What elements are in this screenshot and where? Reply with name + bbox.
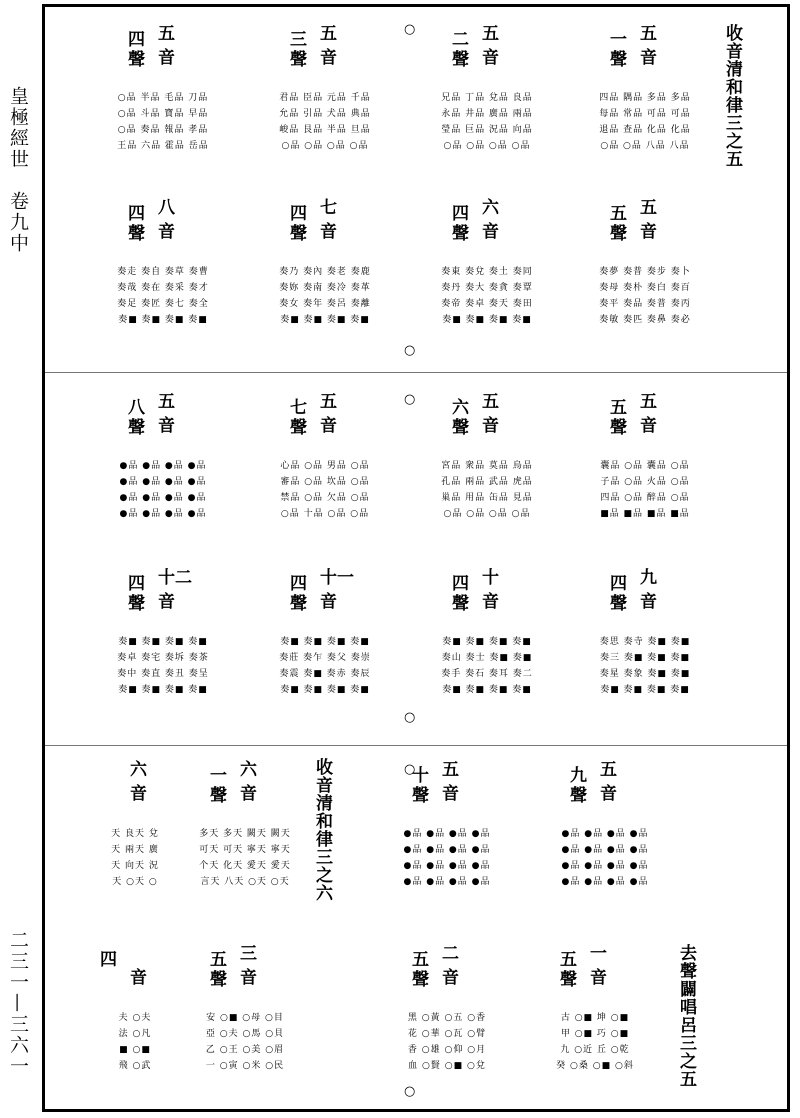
header-char: 音 bbox=[600, 784, 617, 804]
entry-row: 永品 井品 廣品 兩品 bbox=[441, 109, 533, 119]
header-char: 六 bbox=[240, 760, 257, 780]
entry-row: 峻品 艮品 半品 旦品 bbox=[279, 125, 371, 135]
entry-row: 九 ○近 丘 ○乾 bbox=[560, 1045, 630, 1055]
header-char: 聲 bbox=[452, 418, 469, 438]
section-title: 收音清和律三之六 bbox=[312, 758, 332, 902]
header-char: 聲 bbox=[610, 418, 627, 438]
entry-row: 奏莊 奏乍 奏父 奏崇 bbox=[279, 653, 371, 663]
block-header bbox=[412, 392, 562, 444]
entry-row: 奏■ 奏■ 奏■ 奏■ bbox=[118, 315, 208, 325]
rhyme-block bbox=[372, 760, 522, 890]
header-char: 三 bbox=[240, 944, 257, 964]
entry-row: 每品 常品 可品 可品 bbox=[599, 109, 691, 119]
header-char: 聲 bbox=[210, 786, 227, 806]
rhyme-block bbox=[570, 568, 720, 698]
rhyme-block bbox=[250, 392, 400, 522]
entry-row: 宮品 衆品 莫品 烏品 bbox=[441, 461, 533, 471]
entry-row: 四品 隅品 多品 多品 bbox=[599, 93, 691, 103]
header-char: 五 bbox=[640, 392, 657, 412]
entry-row: ●品 ●品 ●品 ●品 bbox=[403, 829, 491, 839]
block-header bbox=[570, 24, 720, 76]
header-char: 四 bbox=[128, 30, 145, 50]
block-header bbox=[88, 24, 238, 76]
entry-row: 奏夢 奏普 奏步 奏卜 bbox=[599, 267, 691, 277]
entry-row: 奏■ 奏■ 奏■ 奏■ bbox=[118, 637, 208, 647]
entry-grid bbox=[250, 634, 400, 698]
entry-row: 夫 ○夫 bbox=[118, 1013, 152, 1023]
header-char: 聲 bbox=[210, 970, 227, 990]
entry-row: 多天 多天 闕天 闕天 bbox=[199, 829, 291, 839]
entry-grid bbox=[412, 90, 562, 154]
header-char: 九 bbox=[570, 766, 587, 786]
header-char: 四 bbox=[290, 574, 307, 594]
entry-grid bbox=[570, 264, 720, 328]
entry-row: ●品 ●品 ●品 ●品 bbox=[119, 493, 207, 503]
header-char: 音 bbox=[158, 222, 175, 242]
rhyme-block bbox=[60, 760, 210, 890]
header-char: 七 bbox=[290, 398, 307, 418]
header-char: 八 bbox=[128, 398, 145, 418]
entry-row: 巢品 用品 缶品 見品 bbox=[441, 493, 533, 503]
entry-row: 奏乃 奏內 奏老 奏鹿 bbox=[279, 267, 371, 277]
entry-row: 奏丹 奏大 奏貪 奏覃 bbox=[441, 283, 533, 293]
entry-row: 奏震 奏■ 奏赤 奏辰 bbox=[279, 669, 371, 679]
entry-grid bbox=[412, 634, 562, 698]
header-char: 聲 bbox=[290, 418, 307, 438]
header-char: 音 bbox=[240, 784, 257, 804]
header-char: 十 bbox=[412, 766, 429, 786]
header-char: 聲 bbox=[290, 224, 307, 244]
entry-row: ○品 ○品 ○品 ○品 bbox=[281, 141, 369, 151]
header-char: 五 bbox=[158, 392, 175, 412]
header-char: 四 bbox=[610, 574, 627, 594]
header-char: 五 bbox=[640, 24, 657, 44]
block-header bbox=[372, 944, 522, 996]
entry-grid bbox=[88, 264, 238, 328]
entry-row: 囊品 ○品 囊品 ○品 bbox=[600, 461, 690, 471]
header-char: 聲 bbox=[452, 224, 469, 244]
entry-row: 孔品 兩品 武品 虎品 bbox=[441, 477, 533, 487]
block-header bbox=[520, 944, 670, 996]
header-char: 七 bbox=[320, 198, 337, 218]
rhyme-block bbox=[412, 392, 562, 522]
header-char: 五 bbox=[210, 950, 227, 970]
entry-row: 允品 引品 犬品 典品 bbox=[279, 109, 371, 119]
side-title: 皇極經世 卷九中 bbox=[7, 86, 29, 254]
header-char: 音 bbox=[590, 968, 607, 988]
entry-row: ○品 ○品 八品 八品 bbox=[600, 141, 690, 151]
entry-row: 兄品 丁品 兌品 良品 bbox=[441, 93, 533, 103]
entry-row: ■ ○■ bbox=[119, 1045, 151, 1055]
header-char: 音 bbox=[320, 592, 337, 612]
entry-grid bbox=[372, 1010, 522, 1074]
block-header bbox=[570, 392, 720, 444]
block-header bbox=[412, 568, 562, 620]
header-char: 五 bbox=[600, 760, 617, 780]
block-header bbox=[250, 392, 400, 444]
rhyme-block bbox=[412, 24, 562, 154]
entry-row: 飛 ○武 bbox=[118, 1061, 152, 1071]
entry-row: 一 ○寅 ○米 ○民 bbox=[205, 1061, 285, 1071]
circle-mark: ○ bbox=[404, 710, 416, 725]
entry-row: 奏母 奏朴 奏白 奏百 bbox=[599, 283, 691, 293]
entry-row: 奏思 奏寺 奏■ 奏■ bbox=[599, 637, 691, 647]
entry-row: 香 ○雄 ○仰 ○月 bbox=[407, 1045, 487, 1055]
entry-grid bbox=[570, 634, 720, 698]
header-char: 聲 bbox=[290, 594, 307, 614]
header-char: 聲 bbox=[412, 970, 429, 990]
header-char: 聲 bbox=[560, 970, 577, 990]
block-header bbox=[250, 198, 400, 250]
header-char: 十二 bbox=[158, 568, 192, 588]
header-char: 音 bbox=[482, 222, 499, 242]
header-char: 三 bbox=[290, 30, 307, 50]
rhyme-block bbox=[520, 944, 670, 1074]
entry-row: 言天 八天 ○天 ○天 bbox=[200, 877, 290, 887]
circle-mark: ○ bbox=[404, 1084, 416, 1099]
header-char: 五 bbox=[158, 24, 175, 44]
entry-grid bbox=[570, 458, 720, 522]
entry-row: 王品 六品 霍品 岳品 bbox=[117, 141, 209, 151]
entry-row: 心品 ○品 男品 ○品 bbox=[280, 461, 370, 471]
header-char: 聲 bbox=[610, 594, 627, 614]
entry-row: 子品 ○品 火品 ○品 bbox=[600, 477, 690, 487]
entry-grid bbox=[530, 826, 680, 890]
block-header bbox=[88, 198, 238, 250]
entry-row: 奏■ 奏■ 奏■ 奏■ bbox=[442, 637, 532, 647]
header-char: 一 bbox=[610, 30, 627, 50]
block-header bbox=[372, 760, 522, 812]
header-char: 聲 bbox=[452, 50, 469, 70]
block-header bbox=[60, 760, 210, 812]
entry-row: ○品 ○品 ○品 ○品 bbox=[443, 141, 531, 151]
header-char: 五 bbox=[482, 24, 499, 44]
block-header bbox=[250, 24, 400, 76]
entry-row: ●品 ●品 ●品 ●品 bbox=[561, 845, 649, 855]
circle-mark: ○ bbox=[404, 762, 416, 777]
header-char: 聲 bbox=[610, 50, 627, 70]
header-char: 四 bbox=[128, 574, 145, 594]
entry-grid bbox=[520, 1010, 670, 1074]
entry-row: 審品 ○品 坎品 ○品 bbox=[280, 477, 370, 487]
header-char: 五 bbox=[412, 950, 429, 970]
header-char: 九 bbox=[640, 568, 657, 588]
entry-row: ●品 ●品 ●品 ●品 bbox=[119, 509, 207, 519]
entry-row: ○品 斗品 寶品 早品 bbox=[117, 109, 209, 119]
header-char: 音 bbox=[158, 416, 175, 436]
header-char: 二 bbox=[442, 944, 459, 964]
entry-row: ●品 ●品 ●品 ●品 bbox=[561, 829, 649, 839]
entry-row: 奏卓 奏宅 奏坼 奏茶 bbox=[117, 653, 209, 663]
rhyme-block bbox=[570, 198, 720, 328]
header-char: 音 bbox=[640, 222, 657, 242]
entry-row: 个天 化天 愛天 愛天 bbox=[199, 861, 291, 871]
entry-row: ●品 ●品 ●品 ●品 bbox=[403, 877, 491, 887]
block-header bbox=[530, 760, 680, 812]
rhyme-block bbox=[412, 198, 562, 328]
header-char: 五 bbox=[482, 392, 499, 412]
header-char: 五 bbox=[320, 24, 337, 44]
rhyme-block bbox=[372, 944, 522, 1074]
entry-row: 天 向天 況 bbox=[111, 861, 159, 871]
entry-row: 花 ○華 ○瓦 ○臂 bbox=[407, 1029, 487, 1039]
header-char: 音 bbox=[640, 416, 657, 436]
header-char: 聲 bbox=[570, 786, 587, 806]
rhyme-block bbox=[412, 568, 562, 698]
entry-row: 癸 ○桑 ○■ ○斜 bbox=[556, 1061, 634, 1071]
header-char: 聲 bbox=[128, 224, 145, 244]
header-char: 音 bbox=[320, 48, 337, 68]
header-char: 四 bbox=[452, 204, 469, 224]
header-char: 聲 bbox=[452, 594, 469, 614]
header-char: 聲 bbox=[290, 50, 307, 70]
entry-row: 奏妳 奏南 奏冷 奏革 bbox=[279, 283, 371, 293]
block-header bbox=[412, 198, 562, 250]
entry-grid bbox=[60, 1010, 210, 1074]
entry-row: ●品 ●品 ●品 ●品 bbox=[403, 861, 491, 871]
header-char: 音 bbox=[442, 968, 459, 988]
header-char: 六 bbox=[130, 760, 147, 780]
entry-row: 奏三 奏■ 奏■ 奏■ bbox=[599, 653, 691, 663]
entry-grid bbox=[88, 634, 238, 698]
entry-row: 奏走 奏自 奏草 奏曹 bbox=[117, 267, 209, 277]
header-char: 音 bbox=[482, 48, 499, 68]
header-char: 一 bbox=[210, 766, 227, 786]
entry-row: 天 兩天 廣 bbox=[111, 845, 159, 855]
entry-grid bbox=[412, 264, 562, 328]
header-char: 二 bbox=[452, 30, 469, 50]
rhyme-block bbox=[88, 24, 238, 154]
entry-row: 奏平 奏品 奏普 奏丙 bbox=[599, 299, 691, 309]
header-char: 四 bbox=[452, 574, 469, 594]
entry-grid bbox=[88, 90, 238, 154]
block-header bbox=[60, 944, 210, 996]
entry-grid bbox=[372, 826, 522, 890]
entry-row: 退品 查品 化品 化品 bbox=[599, 125, 691, 135]
block-header bbox=[570, 198, 720, 250]
section-title: 去聲闢唱呂三之五 bbox=[676, 944, 696, 1088]
circle-mark: ○ bbox=[404, 343, 416, 358]
entry-grid bbox=[250, 458, 400, 522]
entry-row: 奏東 奏兌 奏土 奏同 bbox=[441, 267, 533, 277]
entry-row: ■品 ■品 ■品 ■品 bbox=[600, 509, 690, 519]
header-char: 音 bbox=[640, 48, 657, 68]
rhyme-block bbox=[570, 24, 720, 154]
entry-row: ●品 ●品 ●品 ●品 bbox=[403, 845, 491, 855]
rhyme-block bbox=[250, 24, 400, 154]
block-header bbox=[250, 568, 400, 620]
header-char: 音 bbox=[320, 222, 337, 242]
header-char: 六 bbox=[482, 198, 499, 218]
entry-row: ●品 ●品 ●品 ●品 bbox=[119, 461, 207, 471]
header-char: 音 bbox=[130, 784, 147, 804]
rhyme-block bbox=[88, 392, 238, 522]
entry-row: 乙 ○王 ○美 ○眉 bbox=[205, 1045, 285, 1055]
entry-row: 奏■ 奏■ 奏■ 奏■ bbox=[600, 685, 690, 695]
header-char: 十一 bbox=[320, 568, 354, 588]
entry-grid bbox=[570, 90, 720, 154]
entry-row: 血 ○賢 ○■ ○兌 bbox=[408, 1061, 486, 1071]
header-char: 音 bbox=[158, 592, 175, 612]
block-header bbox=[88, 392, 238, 444]
entry-row: 奏手 奏石 奏耳 奏二 bbox=[441, 669, 533, 679]
circle-mark: ○ bbox=[404, 392, 416, 407]
entry-row: 甲 ○■ 巧 ○■ bbox=[560, 1029, 630, 1039]
header-char: 音 bbox=[640, 592, 657, 612]
entry-grid bbox=[412, 458, 562, 522]
header-char: 音 bbox=[240, 968, 257, 988]
entry-row: ○品 十品 ○品 ○品 bbox=[280, 509, 370, 519]
entry-grid bbox=[60, 826, 210, 890]
header-char: 聲 bbox=[610, 224, 627, 244]
entry-row: 可天 可天 寧天 寧天 bbox=[199, 845, 291, 855]
header-char: 四 bbox=[128, 204, 145, 224]
header-char: 音 bbox=[320, 416, 337, 436]
entry-row: 奏山 奏士 奏■ 奏■ bbox=[441, 653, 533, 663]
block-header bbox=[570, 568, 720, 620]
section-title: 收音清和律三之五 bbox=[722, 24, 742, 168]
header-char: 四 bbox=[290, 204, 307, 224]
entry-row: 奏敏 奏匹 奏鼻 奏必 bbox=[599, 315, 691, 325]
entry-row: 法 ○凡 bbox=[118, 1029, 152, 1039]
entry-row: 奏足 奏匠 奏七 奏全 bbox=[117, 299, 209, 309]
entry-row: ○品 奏品 報品 孝品 bbox=[117, 125, 209, 135]
rhyme-block bbox=[530, 760, 680, 890]
header-char: 六 bbox=[452, 398, 469, 418]
rhyme-block bbox=[88, 198, 238, 328]
entry-row: ●品 ●品 ●品 ●品 bbox=[561, 877, 649, 887]
rhyme-block bbox=[250, 198, 400, 328]
block-header bbox=[412, 24, 562, 76]
header-char: 聲 bbox=[412, 786, 429, 806]
rhyme-block bbox=[88, 568, 238, 698]
entry-row: 君品 臣品 元品 千品 bbox=[279, 93, 371, 103]
entry-grid bbox=[88, 458, 238, 522]
entry-row: 安 ○■ ○母 ○目 bbox=[206, 1013, 284, 1023]
entry-grid bbox=[250, 264, 400, 328]
circle-mark: ○ bbox=[404, 22, 416, 37]
header-char: 音 bbox=[158, 48, 175, 68]
entry-row: 四品 ○品 醉品 ○品 bbox=[600, 493, 690, 503]
section-divider bbox=[45, 745, 787, 746]
header-char: 音 bbox=[482, 592, 499, 612]
header-char: 一 bbox=[590, 944, 607, 964]
header-char: 音 bbox=[442, 784, 459, 804]
entry-row: 奏■ 奏■ 奏■ 奏■ bbox=[280, 315, 370, 325]
header-char: 四 bbox=[100, 950, 117, 970]
block-header bbox=[88, 568, 238, 620]
header-char: 五 bbox=[610, 204, 627, 224]
header-char: 十 bbox=[482, 568, 499, 588]
entry-row: 奏■ 奏■ 奏■ 奏■ bbox=[280, 637, 370, 647]
entry-row: 古 ○■ 坤 ○■ bbox=[560, 1013, 630, 1023]
rhyme-block bbox=[250, 568, 400, 698]
entry-row: 瑩品 巨品 況品 向品 bbox=[441, 125, 533, 135]
header-char: 五 bbox=[442, 760, 459, 780]
entry-row: 天 良天 兌 bbox=[111, 829, 159, 839]
entry-row: 黑 ○黃 ○五 ○香 bbox=[407, 1013, 487, 1023]
header-char: 五 bbox=[320, 392, 337, 412]
header-char: 五 bbox=[640, 198, 657, 218]
entry-row: 奏■ 奏■ 奏■ 奏■ bbox=[280, 685, 370, 695]
entry-row: ●品 ●品 ●品 ●品 bbox=[119, 477, 207, 487]
entry-row: 奏女 奏年 奏呂 奏離 bbox=[279, 299, 371, 309]
entry-row: ○品 ○品 ○品 ○品 bbox=[443, 509, 531, 519]
rhyme-block bbox=[60, 944, 210, 1074]
header-char: 八 bbox=[158, 198, 175, 218]
entry-grid bbox=[250, 90, 400, 154]
entry-row: ●品 ●品 ●品 ●品 bbox=[561, 861, 649, 871]
header-char: 聲 bbox=[128, 594, 145, 614]
entry-row: 奏■ 奏■ 奏■ 奏■ bbox=[442, 685, 532, 695]
page-number: 二三一—三六一 bbox=[7, 930, 29, 1077]
rhyme-block bbox=[570, 392, 720, 522]
entry-row: 禁品 ○品 欠品 ○品 bbox=[280, 493, 370, 503]
header-char: 音 bbox=[482, 416, 499, 436]
header-char: 音 bbox=[130, 968, 147, 988]
entry-row: ○品 半品 毛品 刀品 bbox=[117, 93, 209, 103]
entry-row: 奏帝 奏卓 奏天 奏田 bbox=[441, 299, 533, 309]
entry-row: 奏哉 奏在 奏采 奏才 bbox=[117, 283, 209, 293]
header-char: 聲 bbox=[128, 418, 145, 438]
header-char: 五 bbox=[610, 398, 627, 418]
entry-row: 亞 ○夫 ○馬 ○貝 bbox=[205, 1029, 285, 1039]
header-char: 五 bbox=[560, 950, 577, 970]
header-char: 聲 bbox=[128, 50, 145, 70]
entry-row: 奏■ 奏■ 奏■ 奏■ bbox=[442, 315, 532, 325]
entry-row: 奏■ 奏■ 奏■ 奏■ bbox=[118, 685, 208, 695]
entry-row: 奏星 奏象 奏■ 奏■ bbox=[599, 669, 691, 679]
section-divider bbox=[45, 372, 787, 373]
entry-row: 天 ○天 ○ bbox=[112, 877, 158, 887]
entry-row: 奏中 奏直 奏丑 奏呈 bbox=[117, 669, 209, 679]
